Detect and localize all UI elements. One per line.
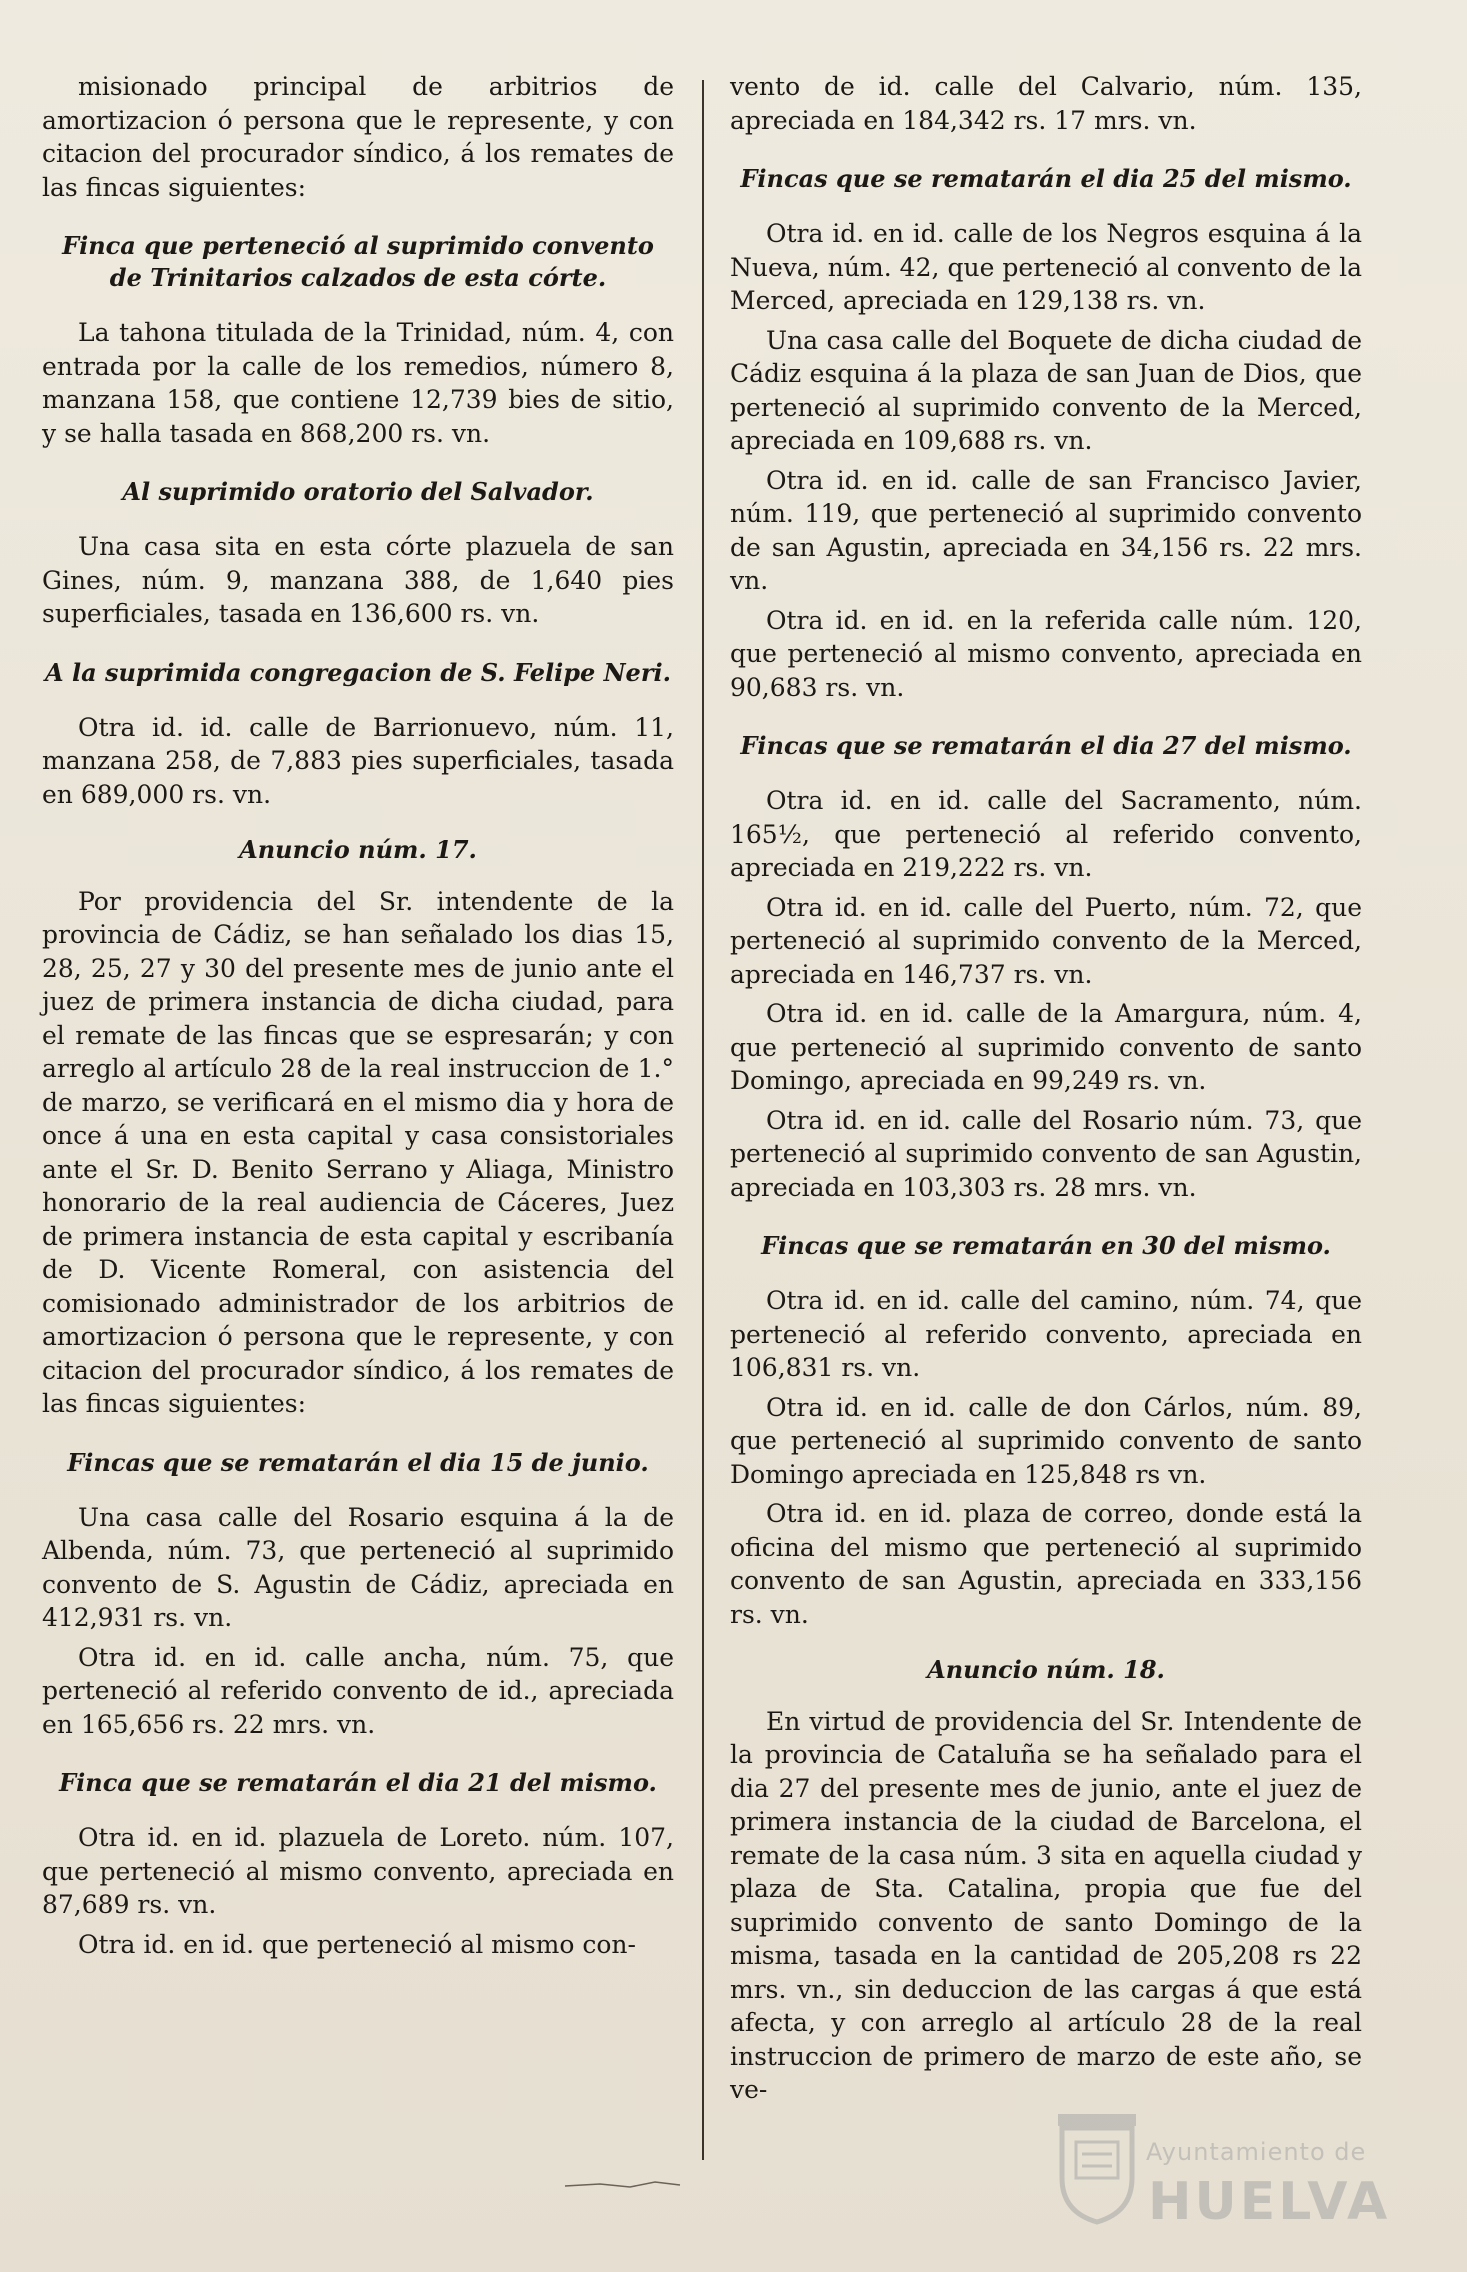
paragraph: Otra id. en id. calle de don Cárlos, núm. 89, que perteneció al suprimido convento de santo Domingo apreciada en 125,848 rs vn. xyxy=(730,1392,1362,1489)
section-heading: Finca que se rematarán el dia 21 del mismo. xyxy=(59,1768,657,1797)
paragraph: Una casa calle del Boquete de dicha ciudad de Cádiz esquina á la plaza de san Juan de Dios, que perteneció al suprimido convento de la Merced, apreciada en 109,688 rs. vn. xyxy=(730,325,1362,455)
section-heading: Fincas que se rematarán el dia 15 de junio. xyxy=(67,1447,649,1477)
paragraph: Por providencia del Sr. intendente de la provincia de Cádiz, se han señalado los dias 15, 28, 25, 27 y 30 del presente mes de junio ante el juez de primera instancia de dicha ciudad, para el remate de las fincas que se espresarán; y con arreglo al artículo 28 de la real instruccion de 1.° de marzo, se verificará en el mismo dia y hora de once á una en esta capital y casa consistoriales ante el Sr. D. Benito Serrano y Aliaga, Ministro honorario de la real audiencia de Cáceres, Juez de primera instancia de esta capital y escribanía de D. Vicente Romeral, con asistencia del comisionado administrador de los arbitrios de amortizacion ó persona que le represente, y con citacion del procurador síndico, á los remates de las fincas siguientes: xyxy=(42,886,674,1418)
right-column xyxy=(730,70,1362,2113)
paragraph: En virtud de providencia del Sr. Intendente de la provincia de Cataluña se ha señalado para el dia 27 del presente mes de junio, ante el juez de primera instancia de la ciudad de Barcelona, el remate de la casa núm. 3 sita en aquella ciudad y plaza de Sta. Catalina, propia que fue del suprimido convento de santo Domingo de la misma, tasada en la cantidad de 205,208 rs 22 mrs. vn., sin deduccion de las cargas á que está afecta, y con arreglo al artículo 28 de la real instruccion de primero de marzo de este año, se ve- xyxy=(730,1706,1362,2104)
watermark-line2: HUELVA xyxy=(1148,2172,1391,2232)
paragraph: Una casa sita en esta córte plazuela de san Gines, núm. 9, manzana 388, de 1,640 pies superficiales, tasada en 136,600 rs. vn. xyxy=(42,532,674,628)
paragraph: Otra id. en id. calle del Rosario núm. 73, que perteneció al suprimido convento de san Agustin, apreciada en 103,303 rs. 28 mrs. vn. xyxy=(730,1105,1362,1202)
paragraph: Una casa calle del Rosario esquina á la de Albenda, núm. 73, que perteneció al suprimido convento de S. Agustin de Cádiz, apreciada en 412,931 rs. vn. xyxy=(42,1502,674,1632)
paragraph: Otra id. en id. en la referida calle núm. 120, que perteneció al mismo convento, apreciada en 90,683 rs. vn. xyxy=(730,605,1362,702)
scribble-mark xyxy=(560,2168,710,2198)
paragraph: vento de id. calle del Calvario, núm. 135, apreciada en 184,342 rs. 17 mrs. vn. xyxy=(730,72,1362,135)
section-heading: Fincas que se rematarán en 30 del mismo. xyxy=(761,1231,1331,1260)
section-heading: Al suprimido oratorio del Salvador. xyxy=(122,477,594,506)
left-column xyxy=(42,70,674,1967)
announcement-number: Anuncio núm. 17. xyxy=(239,835,477,864)
paragraph: Otra id. en id. calle de la Amargura, núm. 4, que perteneció al suprimido convento de santo Domingo, apreciada en 99,249 rs. vn. xyxy=(730,999,1362,1095)
section-heading: Fincas que se rematarán el dia 25 del mismo. xyxy=(740,164,1352,193)
paragraph: Otra id. en id. calle ancha, núm. 75, que perteneció al referido convento de id., apreciada en 165,656 rs. 22 mrs. vn. xyxy=(42,1642,674,1739)
section-heading: A la suprimida congregacion de S. Felipe Neri. xyxy=(45,657,671,687)
paragraph: Otra id. en id. calle del camino, núm. 74, que perteneció al referido convento, apreciada en 106,831 rs. vn. xyxy=(730,1286,1362,1382)
archive-watermark xyxy=(1054,2102,1394,2252)
coat-of-arms-icon xyxy=(1054,2108,1140,2226)
column-divider xyxy=(702,80,704,2160)
paragraph: Otra id. en id. calle de san Francisco Javier, núm. 119, que perteneció al suprimido convento de san Agustin, apreciada en 34,156 rs. 22 mrs. vn. xyxy=(730,465,1362,595)
watermark-line1: Ayuntamiento de xyxy=(1146,2138,1367,2166)
section-heading: Finca que perteneció al suprimido convento de Trinitarios calzados de esta córte. xyxy=(62,231,654,292)
section-heading: Fincas que se rematarán el dia 27 del mismo. xyxy=(740,731,1352,760)
announcement-number: Anuncio núm. 18. xyxy=(927,1655,1165,1684)
paragraph: Otra id. id. calle de Barrionuevo, núm. 11, manzana 258, de 7,883 pies superficiales, tasada en 689,000 rs. vn. xyxy=(42,712,674,809)
paragraph: Otra id. en id. plaza de correo, donde está la oficina del mismo que perteneció al suprimido convento de san Agustin, apreciada en 333,156 rs. vn. xyxy=(730,1499,1362,1629)
paragraph: Otra id. en id. plazuela de Loreto. núm. 107, que perteneció al mismo convento, apreciada en 87,689 rs. vn. xyxy=(42,1823,674,1919)
paragraph: Otra id. en id. que perteneció al mismo con- xyxy=(78,1929,636,1959)
paragraph: misionado principal de arbitrios de amortizacion ó persona que le represente, y con citacion del procurador síndico, á los remates de las fincas siguientes: xyxy=(42,72,674,202)
paragraph: Otra id. en id. calle de los Negros esquina á la Nueva, núm. 42, que perteneció al convento de la Merced, apreciada en 129,138 rs. vn. xyxy=(730,219,1362,315)
paragraph: Otra id. en id. calle del Puerto, núm. 72, que perteneció al suprimido convento de la Merced, apreciada en 146,737 rs. vn. xyxy=(730,892,1362,989)
paragraph: Otra id. en id. calle del Sacramento, núm. 165½, que perteneció al referido convento, apreciada en 219,222 rs. vn. xyxy=(730,786,1362,882)
paragraph: La tahona titulada de la Trinidad, núm. 4, con entrada por la calle de los remedios, número 8, manzana 158, que contiene 12,739 bies de sitio, y se halla tasada en 868,200 rs. vn. xyxy=(42,318,674,448)
